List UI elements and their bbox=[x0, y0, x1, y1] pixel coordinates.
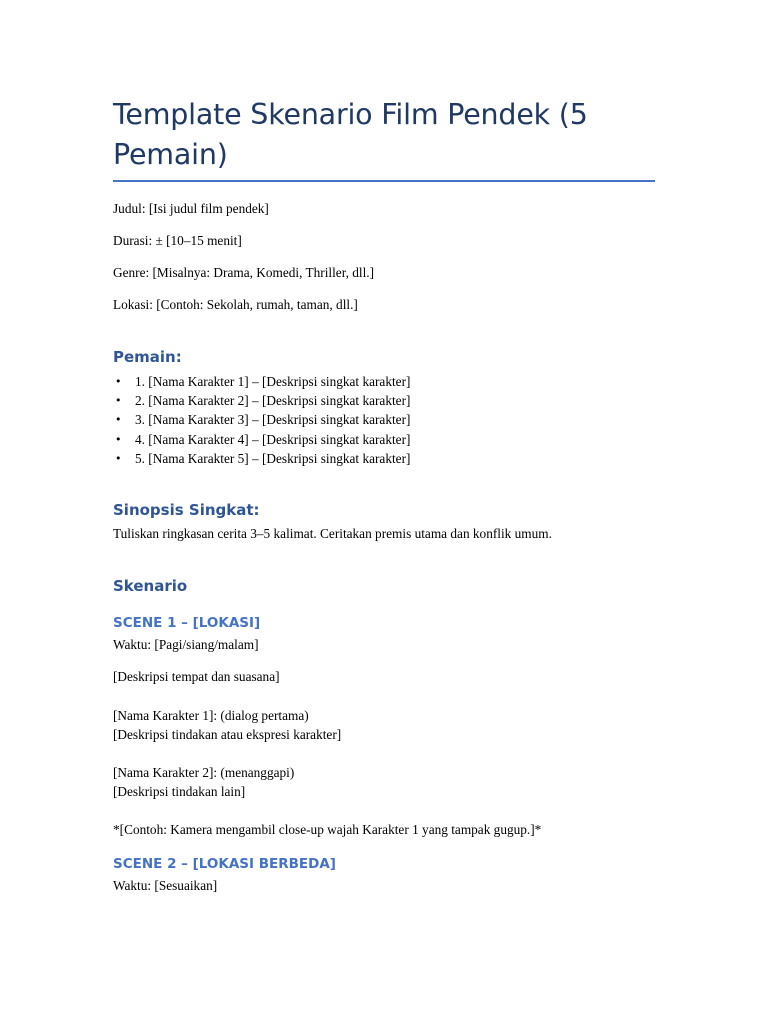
scene1-camera-note: *[Contoh: Kamera mengambil close-up wajah Karakter 1 yang tampak gugup.]* bbox=[113, 822, 542, 837]
cast-list bbox=[113, 372, 410, 468]
cast-item-text: 1. [Nama Karakter 1] – [Deskripsi singkat karakter] bbox=[135, 374, 411, 389]
document-page bbox=[113, 0, 655, 1024]
scene1-time: Waktu: [Pagi/siang/malam] bbox=[113, 637, 259, 652]
meta-genre: Genre: [Misalnya: Drama, Komedi, Thriller, dll.] bbox=[113, 265, 375, 280]
bullet-icon: • bbox=[115, 394, 122, 408]
scene1-dialog2-line: [Nama Karakter 2]: (menanggapi) bbox=[113, 765, 295, 780]
cast-list-item bbox=[113, 391, 410, 410]
scene1-dialog2-action: [Deskripsi tindakan lain] bbox=[113, 784, 246, 799]
scene2-heading: SCENE 2 – [LOKASI BERBEDA] bbox=[113, 856, 336, 872]
bullet-icon: • bbox=[115, 375, 122, 388]
cast-item-text: 2. [Nama Karakter 2] – [Deskripsi singkat karakter] bbox=[135, 393, 411, 409]
bullet-icon: • bbox=[115, 413, 122, 427]
cast-list-item bbox=[113, 410, 410, 429]
synopsis-heading: Sinopsis Singkat: bbox=[113, 501, 260, 519]
meta-durasi: Durasi: ± [10–15 menit] bbox=[113, 233, 242, 248]
bullet-icon: • bbox=[115, 451, 122, 465]
document-title: Template Skenario Film Pendek (5 Pemain) bbox=[113, 98, 588, 171]
cast-item-text: 4. [Nama Karakter 4] – [Deskripsi singkat karakter] bbox=[135, 431, 411, 447]
title-underline-divider bbox=[113, 180, 655, 182]
scene2-time: Waktu: [Sesuaikan] bbox=[113, 878, 218, 893]
cast-heading: Pemain: bbox=[113, 348, 182, 366]
meta-judul: Judul: [Isi judul film pendek] bbox=[113, 201, 269, 216]
script-heading: Skenario bbox=[113, 577, 188, 595]
meta-lokasi: Lokasi: [Contoh: Sekolah, rumah, taman, dll.] bbox=[113, 297, 358, 312]
scene1-setting: [Deskripsi tempat dan suasana] bbox=[113, 669, 280, 684]
bullet-icon: • bbox=[115, 432, 122, 446]
cast-item-text: 3. [Nama Karakter 3] – [Deskripsi singkat karakter] bbox=[135, 412, 411, 428]
synopsis-text: Tuliskan ringkasan cerita 3–5 kalimat. Ceritakan premis utama dan konflik umum. bbox=[113, 526, 552, 541]
scene1-dialog1-line: [Nama Karakter 1]: (dialog pertama) bbox=[113, 708, 309, 723]
cast-list-item bbox=[113, 430, 410, 449]
scene1-heading: SCENE 1 – [LOKASI] bbox=[113, 615, 261, 631]
scene1-dialog1-action: [Deskripsi tindakan atau ekspresi karakter] bbox=[113, 727, 342, 742]
cast-item-text: 5. [Nama Karakter 5] – [Deskripsi singkat karakter] bbox=[135, 450, 411, 466]
cast-list-item bbox=[113, 449, 410, 468]
cast-list-item bbox=[113, 372, 410, 391]
